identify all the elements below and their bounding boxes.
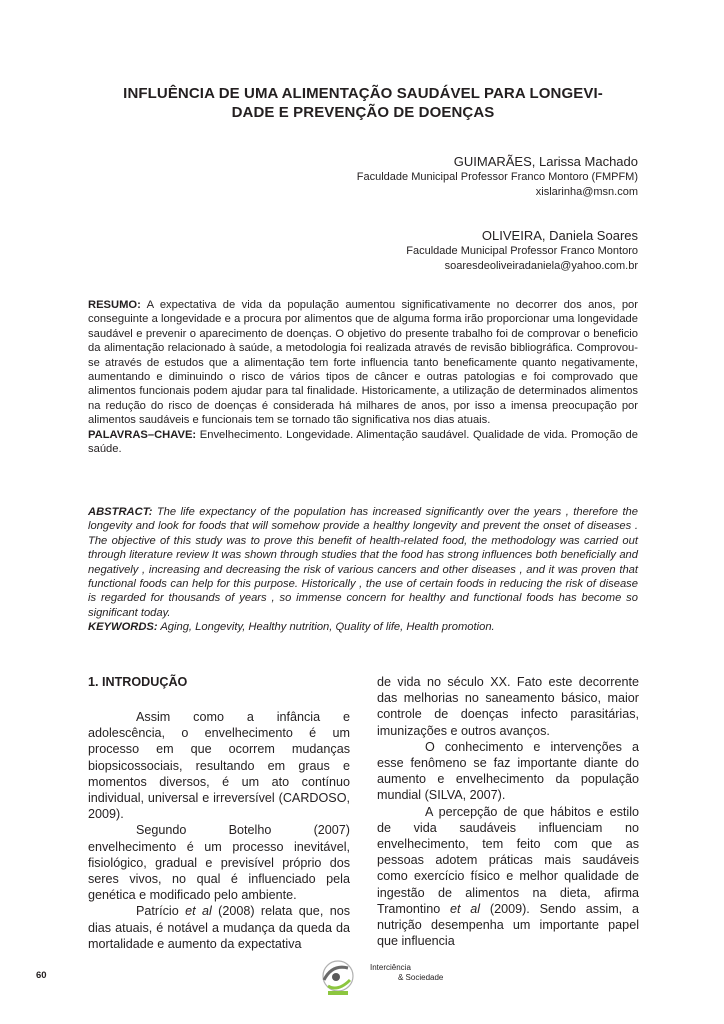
resumo-paragraph	[88, 298, 638, 428]
keywords-label: KEYWORDS:	[88, 621, 158, 634]
body-text: Patrício	[136, 904, 186, 919]
author-name: OLIVEIRA, Daniela Soares	[481, 228, 638, 243]
author-affiliation: Faculdade Municipal Professor Franco Montoro	[406, 245, 638, 257]
author-email: xislarinha@msn.com	[535, 186, 638, 198]
abstract-label: ABSTRACT:	[88, 506, 153, 518]
body-text: (2008) relata que, nos dias atuais, é notável a mudança da queda da mortalidade e aumento da expectativa	[88, 904, 350, 951]
body-paragraph	[88, 903, 350, 952]
journal-name	[370, 963, 443, 983]
section-heading: 1. INTRODUÇÃO	[88, 675, 188, 689]
body-text: (2009). Sendo assim, a nutrição desempenha um importante papel que influencia	[377, 901, 639, 949]
body-column-right	[377, 674, 639, 949]
resumo-label: RESUMO:	[88, 299, 141, 311]
palavras-chave-text: Envelhecimento. Longevidade. Alimentação saudável. Qualidade de vida. Promoção de saúde.	[88, 428, 638, 456]
resumo-section	[88, 298, 638, 456]
keywords-paragraph	[88, 620, 638, 634]
author-affiliation: Faculdade Municipal Professor Franco Montoro (FMPFM)	[356, 171, 638, 183]
resumo-text: A expectativa de vida da população aumentou significativamente no decorrer dos anos, por conseguinte a longevidade e a procura por alimentos que de alguma forma irão proporcionar uma longevidade saudável e prevenir o aparecimento de doenças. O objetivo do presente trabalho foi de comprovar o beneficio da alimentação relacionado à saúde, a metodologia foi realizada através de revisão bibliográfica. Comprovou-se através de estudos que a alimentação tem forte influencia tanto beneficamente quanto negativamente, aumentando e diminuindo o risco de vários tipos de câncer e outras patologias e foi comprovado que alimentos funcionais podem ajudar para tal finalidade. Historicamente, a utilização de determinados alimentos na redução do risco de doenças é considerada há milhares de anos, por isso a imensa preocupação por alimentos saudáveis e funcionais tem se tornado tão significativa nos dias atuais.	[88, 299, 638, 427]
abstract-section	[88, 505, 638, 635]
body-paragraph: de vida no século XX. Fato este decorrente das melhorias no saneamento básico, maior controle de doenças infecto parasitárias, imunizações e outros avanços.	[377, 675, 639, 738]
author-block-2	[406, 227, 638, 274]
palavras-chave-paragraph	[88, 428, 638, 457]
body-column-left	[88, 674, 350, 952]
title-line-2: DADE E PREVENÇÃO DE DOENÇAS	[231, 104, 495, 121]
title-line-1: INFLUÊNCIA DE UMA ALIMENTAÇÃO SAUDÁVEL PARA LONGEVI-	[123, 85, 603, 102]
body-text: A percepção de que hábitos e estilo de vida saudáveis influenciam no envelhecimento, tem feito com que as pessoas adotem práticas mais saudáveis como exercício físico e melhor qualidade de ingestão de alimentos na dieta, afirma Tramontino	[377, 804, 639, 916]
keywords-text: Aging, Longevity, Healthy nutrition, Quality of life, Health promotion.	[157, 621, 495, 634]
et-al-text: et al	[185, 904, 212, 919]
author-email: soaresdeoliveiradaniela@yahoo.com.br	[444, 260, 638, 272]
body-paragraph	[377, 804, 639, 950]
author-block-1	[357, 153, 638, 200]
body-paragraph: Assim como a infância e adolescência, o envelhecimento é um processo em que ocorrem mudanças biopsicossociais, resultando em graus e momentos diversos, é um ato contínuo individual, universal e irreversível (CARDOSO, 2009).	[88, 710, 350, 822]
abstract-text: The life expectancy of the population has increased significantly over the years , therefore the longevity and look for foods that will somehow provide a healthy longevity and prevent the onset of diseases . The objective of this study was to prove this benefit of health-related food, the methodology was carried out through literature review It was shown through studies that the food has strong influences both beneficially and negatively , increasing and decreasing the risk of various cancers and other diseases , and it was proven that functional foods can help for this purpose. Historically , the use of certain foods in reducing the risk of disease is regarded for thousands of years , so immense concern for healthy and functional foods has become so significant today.	[88, 506, 638, 619]
journal-logo-icon	[314, 958, 362, 998]
abstract-paragraph	[88, 505, 638, 620]
page-number: 60	[36, 970, 47, 981]
body-paragraph: Segundo Botelho (2007) envelhecimento é um processo inevitável, fisiológico, gradual e previsível próprio dos seres vivos, no qual é influenciado pela genética e modificado pelo ambiente.	[88, 823, 350, 903]
journal-name-line-2: & Sociedade	[398, 973, 444, 982]
palavras-chave-label: PALAVRAS–CHAVE:	[88, 428, 197, 441]
author-name: GUIMARÃES, Larissa Machado	[453, 154, 638, 169]
paper-title	[88, 84, 638, 122]
journal-name-line-1: Interciência	[370, 963, 411, 972]
body-paragraph: O conhecimento e intervenções a esse fenômeno se faz importante diante do aumento e envelhecimento da população mundial (SILVA, 2007).	[377, 739, 639, 803]
et-al-text: et al	[450, 901, 481, 916]
